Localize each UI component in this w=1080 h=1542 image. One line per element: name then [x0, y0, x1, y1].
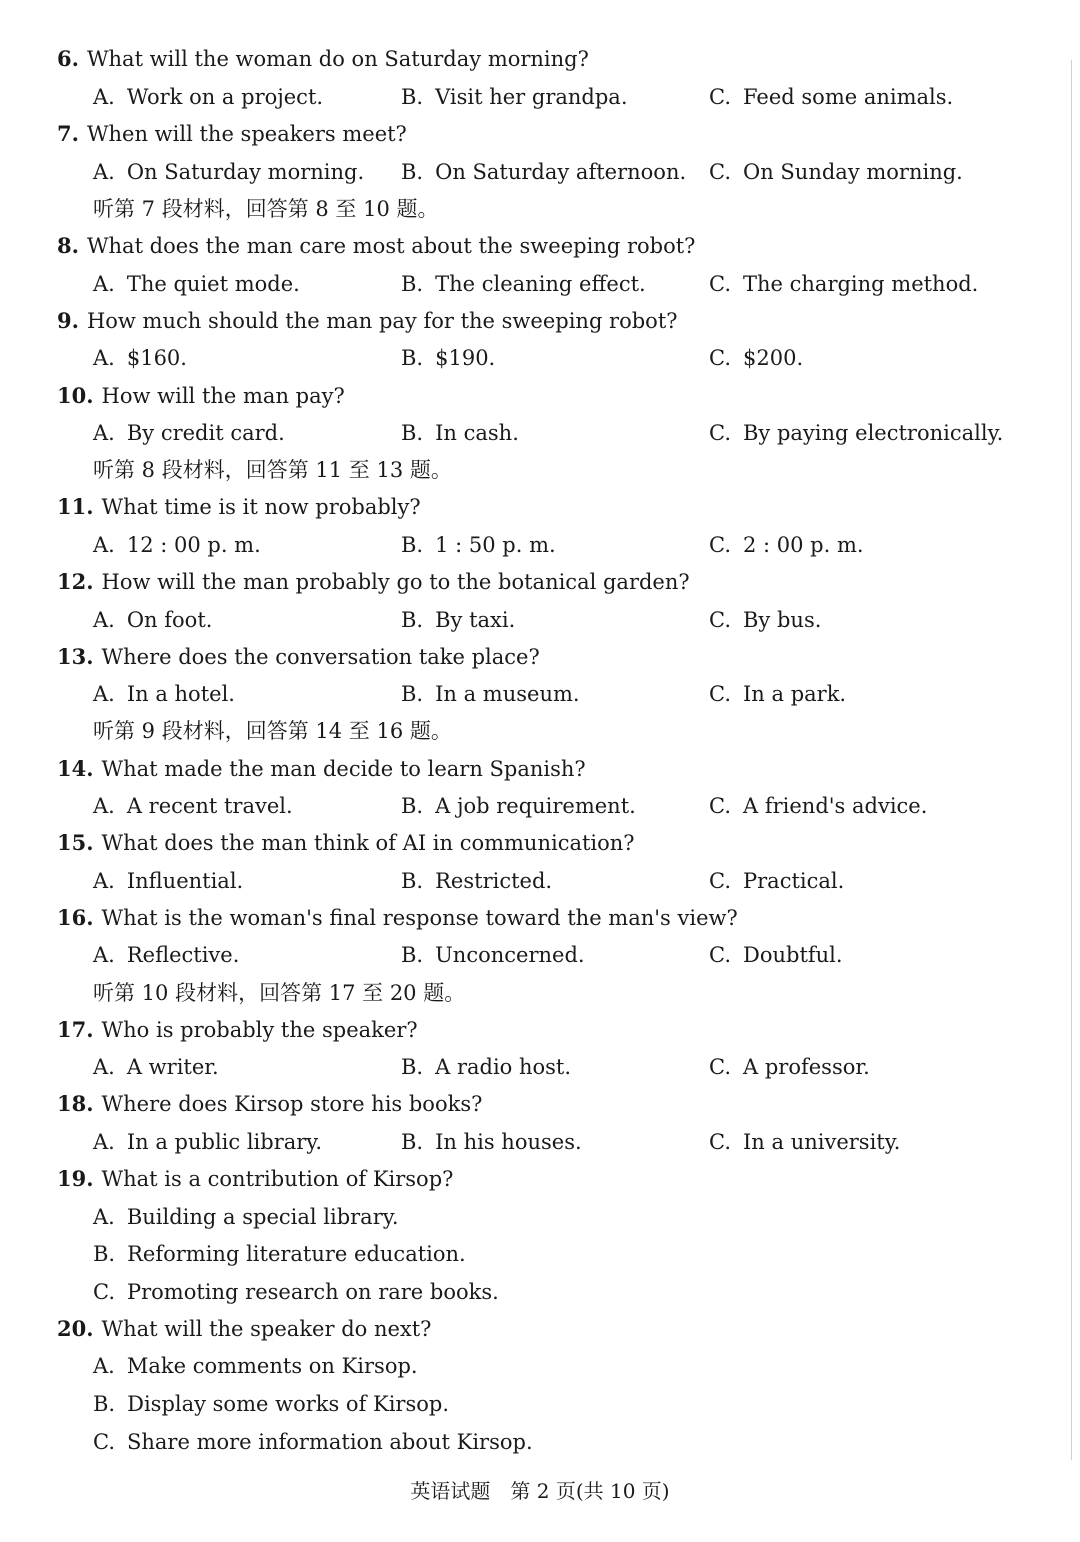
question-9: [57, 308, 678, 334]
option-text: By bus.: [743, 608, 822, 632]
option-a: [93, 532, 261, 558]
option-a: [93, 420, 285, 446]
option-letter: A.: [93, 608, 115, 632]
option-text: In a university.: [743, 1130, 901, 1154]
option-b: [401, 532, 556, 558]
option-letter: B.: [401, 794, 424, 818]
question-text: What is a contribution of Kirsop?: [101, 1167, 454, 1191]
question-number: 10.: [57, 383, 94, 408]
question-16: [57, 905, 738, 931]
option-a: [93, 159, 364, 185]
option-letter: C.: [709, 346, 731, 370]
question-6: [57, 46, 589, 72]
option-letter: C.: [709, 943, 731, 967]
option-c: [709, 532, 864, 558]
option-letter: A.: [93, 1354, 115, 1378]
option-text: In a hotel.: [126, 682, 235, 706]
option-text: In cash.: [435, 421, 519, 445]
option-text: Building a special library.: [126, 1205, 399, 1229]
question-text: How will the man probably go to the botanical garden?: [101, 570, 690, 594]
option-letter: A.: [93, 1205, 115, 1229]
option-a: [93, 793, 293, 819]
option-letter: A.: [93, 346, 115, 370]
option-text: In his houses.: [435, 1130, 582, 1154]
option-text: On Sunday morning.: [743, 160, 963, 184]
option-letter: C.: [709, 794, 731, 818]
question-text: Where does the conversation take place?: [101, 645, 540, 669]
option-letter: B.: [401, 421, 424, 445]
option-b: [93, 1391, 449, 1417]
question-14: [57, 756, 586, 782]
option-letter: B.: [401, 682, 424, 706]
option-text: The cleaning effect.: [435, 272, 646, 296]
option-letter: C.: [709, 533, 731, 557]
option-a: [93, 942, 239, 968]
option-text: $160.: [126, 346, 187, 370]
option-letter: C.: [709, 1055, 731, 1079]
option-a: [93, 1204, 399, 1230]
option-b: [401, 793, 636, 819]
option-text: Influential.: [126, 869, 244, 893]
option-b: [401, 84, 628, 110]
question-number: 14.: [57, 756, 94, 781]
option-letter: C.: [709, 160, 731, 184]
option-text: A job requirement.: [435, 794, 636, 818]
option-letter: C.: [709, 421, 731, 445]
question-10: [57, 383, 345, 409]
option-c: [709, 868, 844, 894]
option-c: [709, 420, 1003, 446]
option-letter: B.: [401, 1130, 424, 1154]
option-b: [401, 942, 585, 968]
option-text: Unconcerned.: [435, 943, 585, 967]
question-text: What does the man think of AI in communication?: [101, 831, 635, 855]
option-text: $200.: [743, 346, 804, 370]
option-b: [401, 681, 580, 707]
question-number: 13.: [57, 644, 94, 669]
option-letter: A.: [93, 869, 115, 893]
option-c: [709, 681, 846, 707]
question-number: 9.: [57, 308, 79, 333]
option-letter: C.: [93, 1280, 115, 1304]
question-20: [57, 1316, 431, 1342]
option-letter: B.: [93, 1242, 116, 1266]
option-text: Doubtful.: [743, 943, 843, 967]
option-text: A recent travel.: [126, 794, 293, 818]
question-17: [57, 1017, 418, 1043]
question-text: What will the woman do on Saturday morning?: [86, 47, 589, 71]
option-a: [93, 681, 235, 707]
question-text: What does the man care most about the sweeping robot?: [86, 234, 696, 258]
option-text: By taxi.: [435, 608, 516, 632]
option-letter: A.: [93, 1130, 115, 1154]
section-instruction: 听第 9 段材料，回答第 14 至 16 题。: [93, 719, 452, 743]
option-letter: A.: [93, 682, 115, 706]
option-a: [93, 84, 323, 110]
option-text: On Saturday afternoon.: [435, 160, 687, 184]
option-b: [93, 1241, 466, 1267]
question-number: 20.: [57, 1316, 94, 1341]
option-letter: B.: [401, 85, 424, 109]
question-7: [57, 121, 407, 147]
option-text: Restricted.: [435, 869, 553, 893]
option-letter: C.: [709, 869, 731, 893]
option-a: [93, 1129, 322, 1155]
option-b: [401, 271, 646, 297]
option-text: Reforming literature education.: [127, 1242, 466, 1266]
option-text: Share more information about Kirsop.: [127, 1430, 533, 1454]
question-text: What will the speaker do next?: [101, 1317, 432, 1341]
option-letter: A.: [93, 1055, 115, 1079]
option-text: Make comments on Kirsop.: [126, 1354, 418, 1378]
option-text: On foot.: [126, 608, 213, 632]
option-text: Promoting research on rare books.: [127, 1280, 499, 1304]
option-text: The quiet mode.: [126, 272, 300, 296]
option-text: In a museum.: [435, 682, 580, 706]
option-text: 12 : 00 p. m.: [126, 533, 261, 557]
question-text: Who is probably the speaker?: [101, 1018, 418, 1042]
option-c: [709, 271, 978, 297]
option-text: 2 : 00 p. m.: [743, 533, 864, 557]
option-text: In a public library.: [126, 1130, 323, 1154]
option-c: [709, 607, 821, 633]
option-c: [709, 1129, 900, 1155]
option-text: Work on a project.: [126, 85, 324, 109]
option-c: [709, 159, 963, 185]
option-text: By credit card.: [126, 421, 285, 445]
question-18: [57, 1091, 482, 1117]
option-text: Reflective.: [126, 943, 240, 967]
question-number: 11.: [57, 494, 94, 519]
option-b: [401, 607, 515, 633]
option-text: A professor.: [743, 1055, 870, 1079]
option-text: Practical.: [743, 869, 845, 893]
option-letter: C.: [709, 682, 731, 706]
option-letter: A.: [93, 421, 115, 445]
option-letter: B.: [401, 272, 424, 296]
section-instruction: 听第 10 段材料，回答第 17 至 20 题。: [93, 981, 466, 1005]
option-text: $190.: [435, 346, 496, 370]
option-letter: B.: [401, 346, 424, 370]
option-a: [93, 345, 187, 371]
option-text: A radio host.: [435, 1055, 572, 1079]
question-8: [57, 233, 695, 259]
option-text: By paying electronically.: [743, 421, 1004, 445]
section-instruction: 听第 7 段材料，回答第 8 至 10 题。: [93, 197, 439, 221]
section-instruction: 听第 8 段材料，回答第 11 至 13 题。: [93, 458, 452, 482]
option-letter: B.: [401, 943, 424, 967]
question-text: What is the woman's final response toward the man's view?: [101, 906, 738, 930]
option-text: A friend's advice.: [743, 794, 928, 818]
option-letter: B.: [93, 1392, 116, 1416]
option-a: [93, 1054, 219, 1080]
option-c: [709, 942, 843, 968]
option-letter: B.: [401, 608, 424, 632]
question-number: 19.: [57, 1166, 94, 1191]
question-number: 12.: [57, 569, 94, 594]
option-letter: C.: [93, 1430, 115, 1454]
option-letter: B.: [401, 533, 424, 557]
option-letter: A.: [93, 794, 115, 818]
option-text: Display some works of Kirsop.: [127, 1392, 449, 1416]
question-15: [57, 830, 635, 856]
option-c: [709, 345, 803, 371]
question-12: [57, 569, 690, 595]
question-11: [57, 494, 421, 520]
option-letter: A.: [93, 943, 115, 967]
option-a: [93, 607, 212, 633]
question-text: How will the man pay?: [101, 384, 345, 408]
option-a: [93, 271, 300, 297]
question-number: 7.: [57, 121, 79, 146]
option-letter: A.: [93, 272, 115, 296]
option-text: Visit her grandpa.: [435, 85, 628, 109]
option-letter: A.: [93, 533, 115, 557]
option-text: A writer.: [126, 1055, 219, 1079]
option-letter: A.: [93, 85, 115, 109]
option-text: The charging method.: [743, 272, 979, 296]
option-c: [93, 1279, 499, 1305]
option-text: Feed some animals.: [743, 85, 954, 109]
option-letter: B.: [401, 869, 424, 893]
option-c: [709, 793, 927, 819]
option-letter: A.: [93, 160, 115, 184]
question-number: 18.: [57, 1091, 94, 1116]
option-letter: C.: [709, 608, 731, 632]
option-b: [401, 345, 495, 371]
question-13: [57, 644, 540, 670]
option-b: [401, 420, 519, 446]
option-text: On Saturday morning.: [126, 160, 365, 184]
option-b: [401, 1129, 582, 1155]
question-number: 15.: [57, 830, 94, 855]
option-letter: C.: [709, 85, 731, 109]
page-footer: 英语试题 第 2 页(共 10 页): [410, 1479, 670, 1503]
option-b: [401, 868, 552, 894]
question-number: 6.: [57, 46, 79, 71]
question-text: How much should the man pay for the sweeping robot?: [86, 309, 678, 333]
question-text: What time is it now probably?: [101, 495, 421, 519]
option-c: [709, 84, 953, 110]
option-text: In a park.: [743, 682, 847, 706]
option-letter: B.: [401, 160, 424, 184]
question-number: 17.: [57, 1017, 94, 1042]
question-number: 8.: [57, 233, 79, 258]
question-19: [57, 1166, 453, 1192]
option-a: [93, 1353, 418, 1379]
option-b: [401, 1054, 571, 1080]
option-letter: C.: [709, 272, 731, 296]
question-number: 16.: [57, 905, 94, 930]
option-b: [401, 159, 686, 185]
option-c: [709, 1054, 870, 1080]
option-c: [93, 1429, 533, 1455]
question-text: When will the speakers meet?: [86, 122, 407, 146]
page-edge-line: [1071, 60, 1072, 1460]
question-text: Where does Kirsop store his books?: [101, 1092, 483, 1116]
option-a: [93, 868, 243, 894]
question-text: What made the man decide to learn Spanish?: [101, 757, 586, 781]
option-letter: C.: [709, 1130, 731, 1154]
option-letter: B.: [401, 1055, 424, 1079]
option-text: 1 : 50 p. m.: [435, 533, 556, 557]
